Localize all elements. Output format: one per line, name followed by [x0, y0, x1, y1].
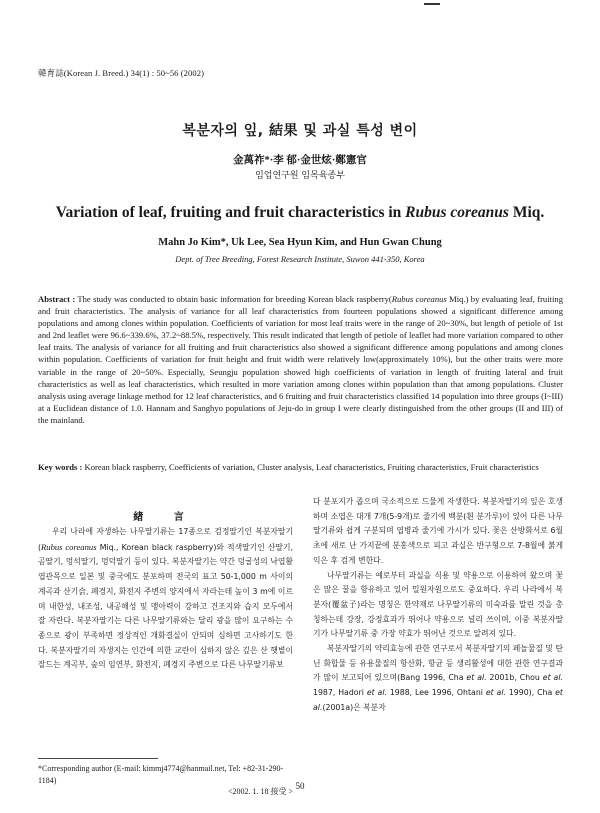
paragraph: 나무딸기류는 예로부터 과실을 식용 및 약용으로 이용하여 왔으며 꽃은 많은 꿀을 함유하고 있어 밀원자원으로도 중요하다. 우리 나라에서 복분자(覆盆子)라는 명칭은 한약재로 나무딸기류의 미숙과를 말린 것을 총칭하는데 강장, 강정효과가 뛰어나 약용으로 널리 쓰이며, 이중 복분자딸기가 나무딸기류 중 가장 약효가 뛰어난 것으로 알려져 있다.: [313, 570, 563, 639]
scan-mark: [424, 3, 440, 5]
abstract-species: Rubus coreanus: [391, 294, 447, 304]
text-run: (2001a)은 복분자: [322, 702, 386, 712]
title-en-suffix: Miq.: [508, 204, 545, 221]
et-al: et al.: [485, 688, 506, 698]
introduction-heading: 緖 言: [133, 512, 198, 523]
body-column-right: [313, 495, 563, 716]
abstract-text-2: Miq.) by evaluating leaf, fruiting and fruit characteristics. The analysis of variance for all leaf characteristics from fourteen populations showed a significant difference among populations and among clones within population. Coefficients of variation for most leaf traits were in the range of 20~30%, but length of petiole of 1st and 2nd leaflet were 96.6~339.6%, 37.2~88.5%, respectively. This result indicated that length of petiole of leaflet had more variation compared to other leaf traits. The analysis of variance for all fruiting and fruit characteristics also showed a significant difference among populations and among clones within population. Coefficients of variation for fruit height and fruit width were relatively low(approximately 10%), but the other traits were more variable in the range of 20~50%. Especially, Seungju population showed high coefficients of variation in length of fruiting lateral and fruit characteristics as well as leaf characteristics, which resulted in more variation among clones within population than that among populations. Cluster analysis using average linkage method for 12 leaf characteristics, and 6 fruiting and fruit characteristics classified 14 population into three groups (I~III) at a Euclidean distance of 1.0. Hannam and Sanghyo populations of Jeju-do in group I were clearly distinguished from the other groups (II and III) of the mainland.: [38, 294, 563, 425]
text-run: Miq., Korean black raspberry)와 적색딸기인 산딸기, 곰딸기, 멍석딸기, 멍덕딸기 등이 있다. 복분자딸기는 약간 덩굴성의 낙엽활엽관목으로 일본 및 중국에도 분포하며 전국의 표고 50-1,000 m 사이의 계곡과 산기슭, 폐경지, 화전지 주변의 양지에서 자라는데 높이 3 m에 이르며 내한성, 내조성, 내공해성 및 맹아력이 강하고 건조지와 습지 모두에서 잘 자란다. 복분자딸기는 다른 나무딸기류와는 달리 광을 많이 요구하는 수종으로 광이 부족하면 정상적인 개화결실이 안되며 심하면 고사하기도 한다. 복분자딸기의 자생지는 인간에 의한 교란이 심하지 않은 깊은 산 햇볕이 잘드는 계곡부, 숲의 임연부, 화전지, 폐경지 주변으로 다른 나무딸기류보: [38, 542, 293, 670]
text-run: 1990), Cha: [505, 688, 556, 698]
title-english: [0, 204, 600, 222]
received-date: <2002. 1. 18 接受 >: [227, 787, 293, 796]
keywords: [38, 461, 563, 473]
et-al: et al.: [366, 688, 387, 698]
et-al: et al.: [313, 688, 563, 712]
text-run: 1987, Hadori: [313, 688, 367, 698]
et-al: et al.: [542, 673, 563, 683]
title-en-prefix: Variation of leaf, fruiting and fruit characteristics in: [55, 204, 406, 221]
paragraph: 다 분포지가 좁으며 국소적으로 드물게 자생한다. 복분자딸기의 잎은 호생하며 소엽은 대개 7개(5-9개)로 줄기에 백분(흰 분가루)이 있어 다른 나무딸기류와 쉽게 구분되며 엽병과 줄기에 가시가 있다. 꽃은 산방화서로 6월초에 새로 난 가지끝에 분홍색으로 피고 과실은 반구형으로 7-8월에 붉게 익은 후 검게 변한다.: [313, 497, 563, 565]
et-al: et al.: [466, 673, 487, 683]
page-number: 50: [295, 781, 305, 791]
paragraph: [38, 525, 293, 673]
corresponding-author: *Corresponding author (E-mail: kimmj4774@hanmail.net, Tel: +82-31-290-1184): [38, 764, 284, 785]
text-run: 복분자딸기의 약리효능에 관한 연구로서 복분자딸기의 페놀물질 및 탄닌 화합물 등 유용물질의 항산화, 항균 등 생리활성에 대한 관한 연구결과가 많이 보고되어 있으며(Bang 1996, Cha: [313, 644, 563, 683]
affiliation-korean: 임업연구원 임목육종부: [255, 171, 345, 181]
title-en-species: Rubus coreanus: [405, 204, 509, 221]
title-korean: 복분자의 잎, 結果 및 과실 특성 변이: [182, 123, 418, 139]
keywords-text: Korean black raspberry, Coefficients of variation, Cluster analysis, Leaf characteristics, Fruiting characteristics, Fruit characteristics: [82, 462, 539, 472]
text-run: 우리 나라에 자생하는 나무딸기류는 17종으로 검정딸기인 복분자딸기(: [38, 527, 293, 552]
text-run: 2001b, Chou: [486, 673, 543, 683]
abstract: [38, 293, 563, 426]
abstract-text-1: The study was conducted to obtain basic information for breeding Korean black raspberry(: [75, 294, 392, 304]
affiliation-english: Dept. of Tree Breeding, Forest Research Institute, Suwon 441-350, Korea: [175, 254, 425, 264]
text-run: 1988, Lee 1996, Ohtani: [386, 688, 486, 698]
paragraph: [313, 642, 563, 716]
authors-english: Mahn Jo Kim*, Uk Lee, Sea Hyun Kim, and Hun Gwan Chung: [158, 237, 442, 248]
journal-citation: 韓育誌(Korean J. Breed.) 34(1) : 50~56 (2002): [38, 68, 205, 78]
keywords-label: Key words :: [38, 462, 83, 472]
body-column-left: [38, 525, 293, 673]
footnote-divider: [38, 758, 158, 759]
species-name: Rubus coreanus: [41, 541, 97, 552]
abstract-label: Abstract :: [38, 294, 76, 304]
authors-korean: 金萬祚*·李 郁·金世炫·鄭憲官: [233, 155, 367, 166]
